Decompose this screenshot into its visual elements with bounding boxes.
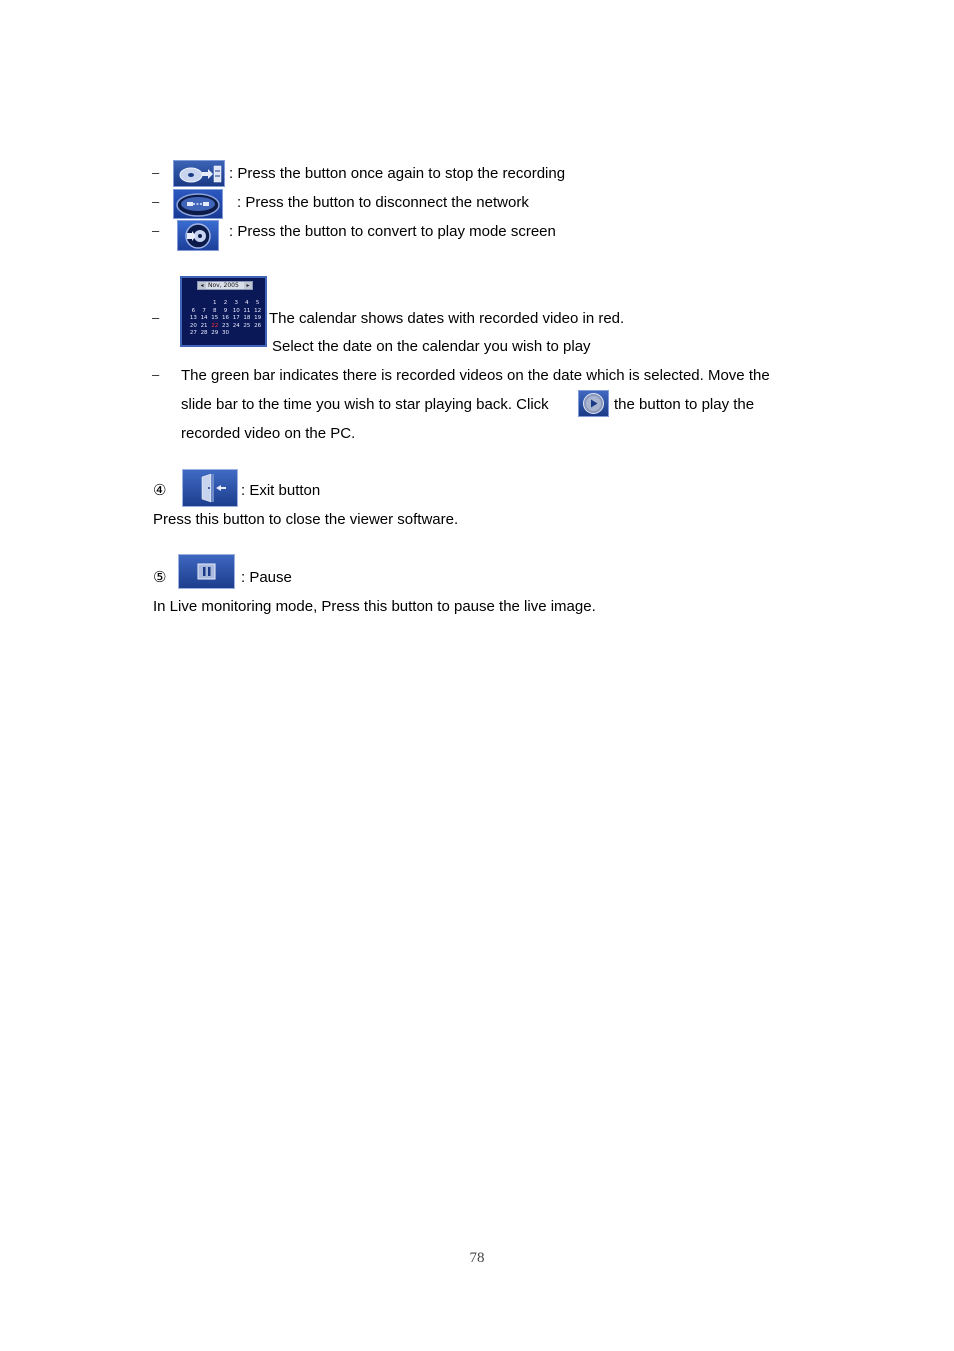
- play-mode-text: : Press the button to convert to play mode screen: [229, 223, 556, 240]
- bullet-dash: –: [152, 310, 160, 325]
- calendar-day[interactable]: 23: [221, 322, 229, 329]
- calendar-header: [197, 281, 253, 290]
- calendar-day[interactable]: 24: [232, 322, 240, 329]
- exit-section-number: ④: [153, 482, 167, 499]
- calendar-day[interactable]: 17: [232, 315, 240, 321]
- exit-door-icon: [182, 469, 238, 507]
- calendar-day[interactable]: 22: [211, 322, 219, 329]
- pause-icon: [178, 554, 235, 589]
- calendar-widget[interactable]: [180, 276, 267, 347]
- pause-section-description: In Live monitoring mode, Press this button to pause the live image.: [153, 598, 596, 615]
- calendar-day[interactable]: 5: [255, 300, 260, 306]
- disconnect-network-icon: [173, 189, 223, 219]
- bullet-dash: –: [152, 194, 160, 209]
- calendar-day[interactable]: 9: [223, 307, 228, 314]
- calendar-text-line2: Select the date on the calendar you wish to play: [272, 338, 591, 355]
- exit-section-label: : Exit button: [241, 482, 321, 499]
- disconnect-network-text: : Press the button to disconnect the network: [237, 194, 529, 211]
- calendar-empty-cell: [188, 300, 199, 308]
- exit-section-description: Press this button to close the viewer software.: [153, 511, 459, 528]
- calendar-day[interactable]: 18: [243, 315, 251, 321]
- calendar-day[interactable]: 29: [211, 330, 219, 336]
- pause-section-label: : Pause: [241, 569, 292, 586]
- greenbar-text-line2b: the button to play the: [614, 396, 755, 413]
- bullet-dash: –: [152, 165, 160, 180]
- greenbar-text-line3: recorded video on the PC.: [181, 425, 356, 442]
- calendar-day[interactable]: 15: [211, 315, 219, 321]
- calendar-day[interactable]: 13: [189, 315, 197, 321]
- calendar-day[interactable]: 25: [243, 322, 251, 329]
- calendar-day[interactable]: 2: [223, 300, 228, 306]
- calendar-day[interactable]: 28: [200, 330, 208, 336]
- calendar-day[interactable]: 1: [213, 300, 217, 306]
- play-icon: [578, 390, 609, 417]
- stop-recording-text: : Press the button once again to stop the recording: [229, 165, 566, 182]
- calendar-empty-cell: [231, 330, 242, 338]
- play-mode-icon: [177, 220, 219, 251]
- calendar-day[interactable]: 6: [191, 307, 196, 314]
- calendar-day[interactable]: 20: [189, 322, 197, 329]
- page-number: 78: [469, 1250, 485, 1266]
- stop-recording-icon: [173, 160, 225, 187]
- calendar-day[interactable]: 26: [254, 322, 262, 329]
- calendar-empty-cell: [199, 300, 210, 308]
- calendar-day[interactable]: 7: [202, 307, 206, 314]
- calendar-empty-cell: [242, 330, 253, 338]
- calendar-day[interactable]: 12: [254, 307, 262, 314]
- greenbar-text-line1: The green bar indicates there is recorded videos on the date which is selected. Move the: [181, 367, 770, 384]
- calendar-month-label: Nov, 2005: [208, 282, 239, 289]
- calendar-day[interactable]: 4: [245, 300, 249, 306]
- calendar-day[interactable]: 16: [221, 315, 229, 321]
- calendar-day-grid: [188, 300, 263, 338]
- calendar-day[interactable]: 27: [189, 330, 197, 336]
- calendar-day[interactable]: 8: [213, 307, 217, 314]
- calendar-day[interactable]: 19: [254, 315, 262, 321]
- calendar-prev-month-icon[interactable]: ◂: [198, 282, 206, 289]
- calendar-day[interactable]: 30: [221, 330, 229, 336]
- bullet-dash: –: [152, 367, 160, 382]
- calendar-day[interactable]: 10: [232, 307, 240, 314]
- calendar-day[interactable]: 3: [234, 300, 238, 306]
- calendar-day[interactable]: 14: [200, 315, 208, 321]
- calendar-next-month-icon[interactable]: ▸: [244, 282, 252, 289]
- calendar-text-line1: The calendar shows dates with recorded video in red.: [269, 310, 625, 327]
- pause-section-number: ⑤: [153, 569, 167, 586]
- calendar-day[interactable]: 11: [243, 307, 251, 314]
- bullet-dash: –: [152, 223, 160, 238]
- calendar-empty-cell: [252, 330, 263, 338]
- greenbar-text-line2a: slide bar to the time you wish to star playing back. Click: [181, 396, 549, 413]
- calendar-day[interactable]: 21: [200, 322, 208, 329]
